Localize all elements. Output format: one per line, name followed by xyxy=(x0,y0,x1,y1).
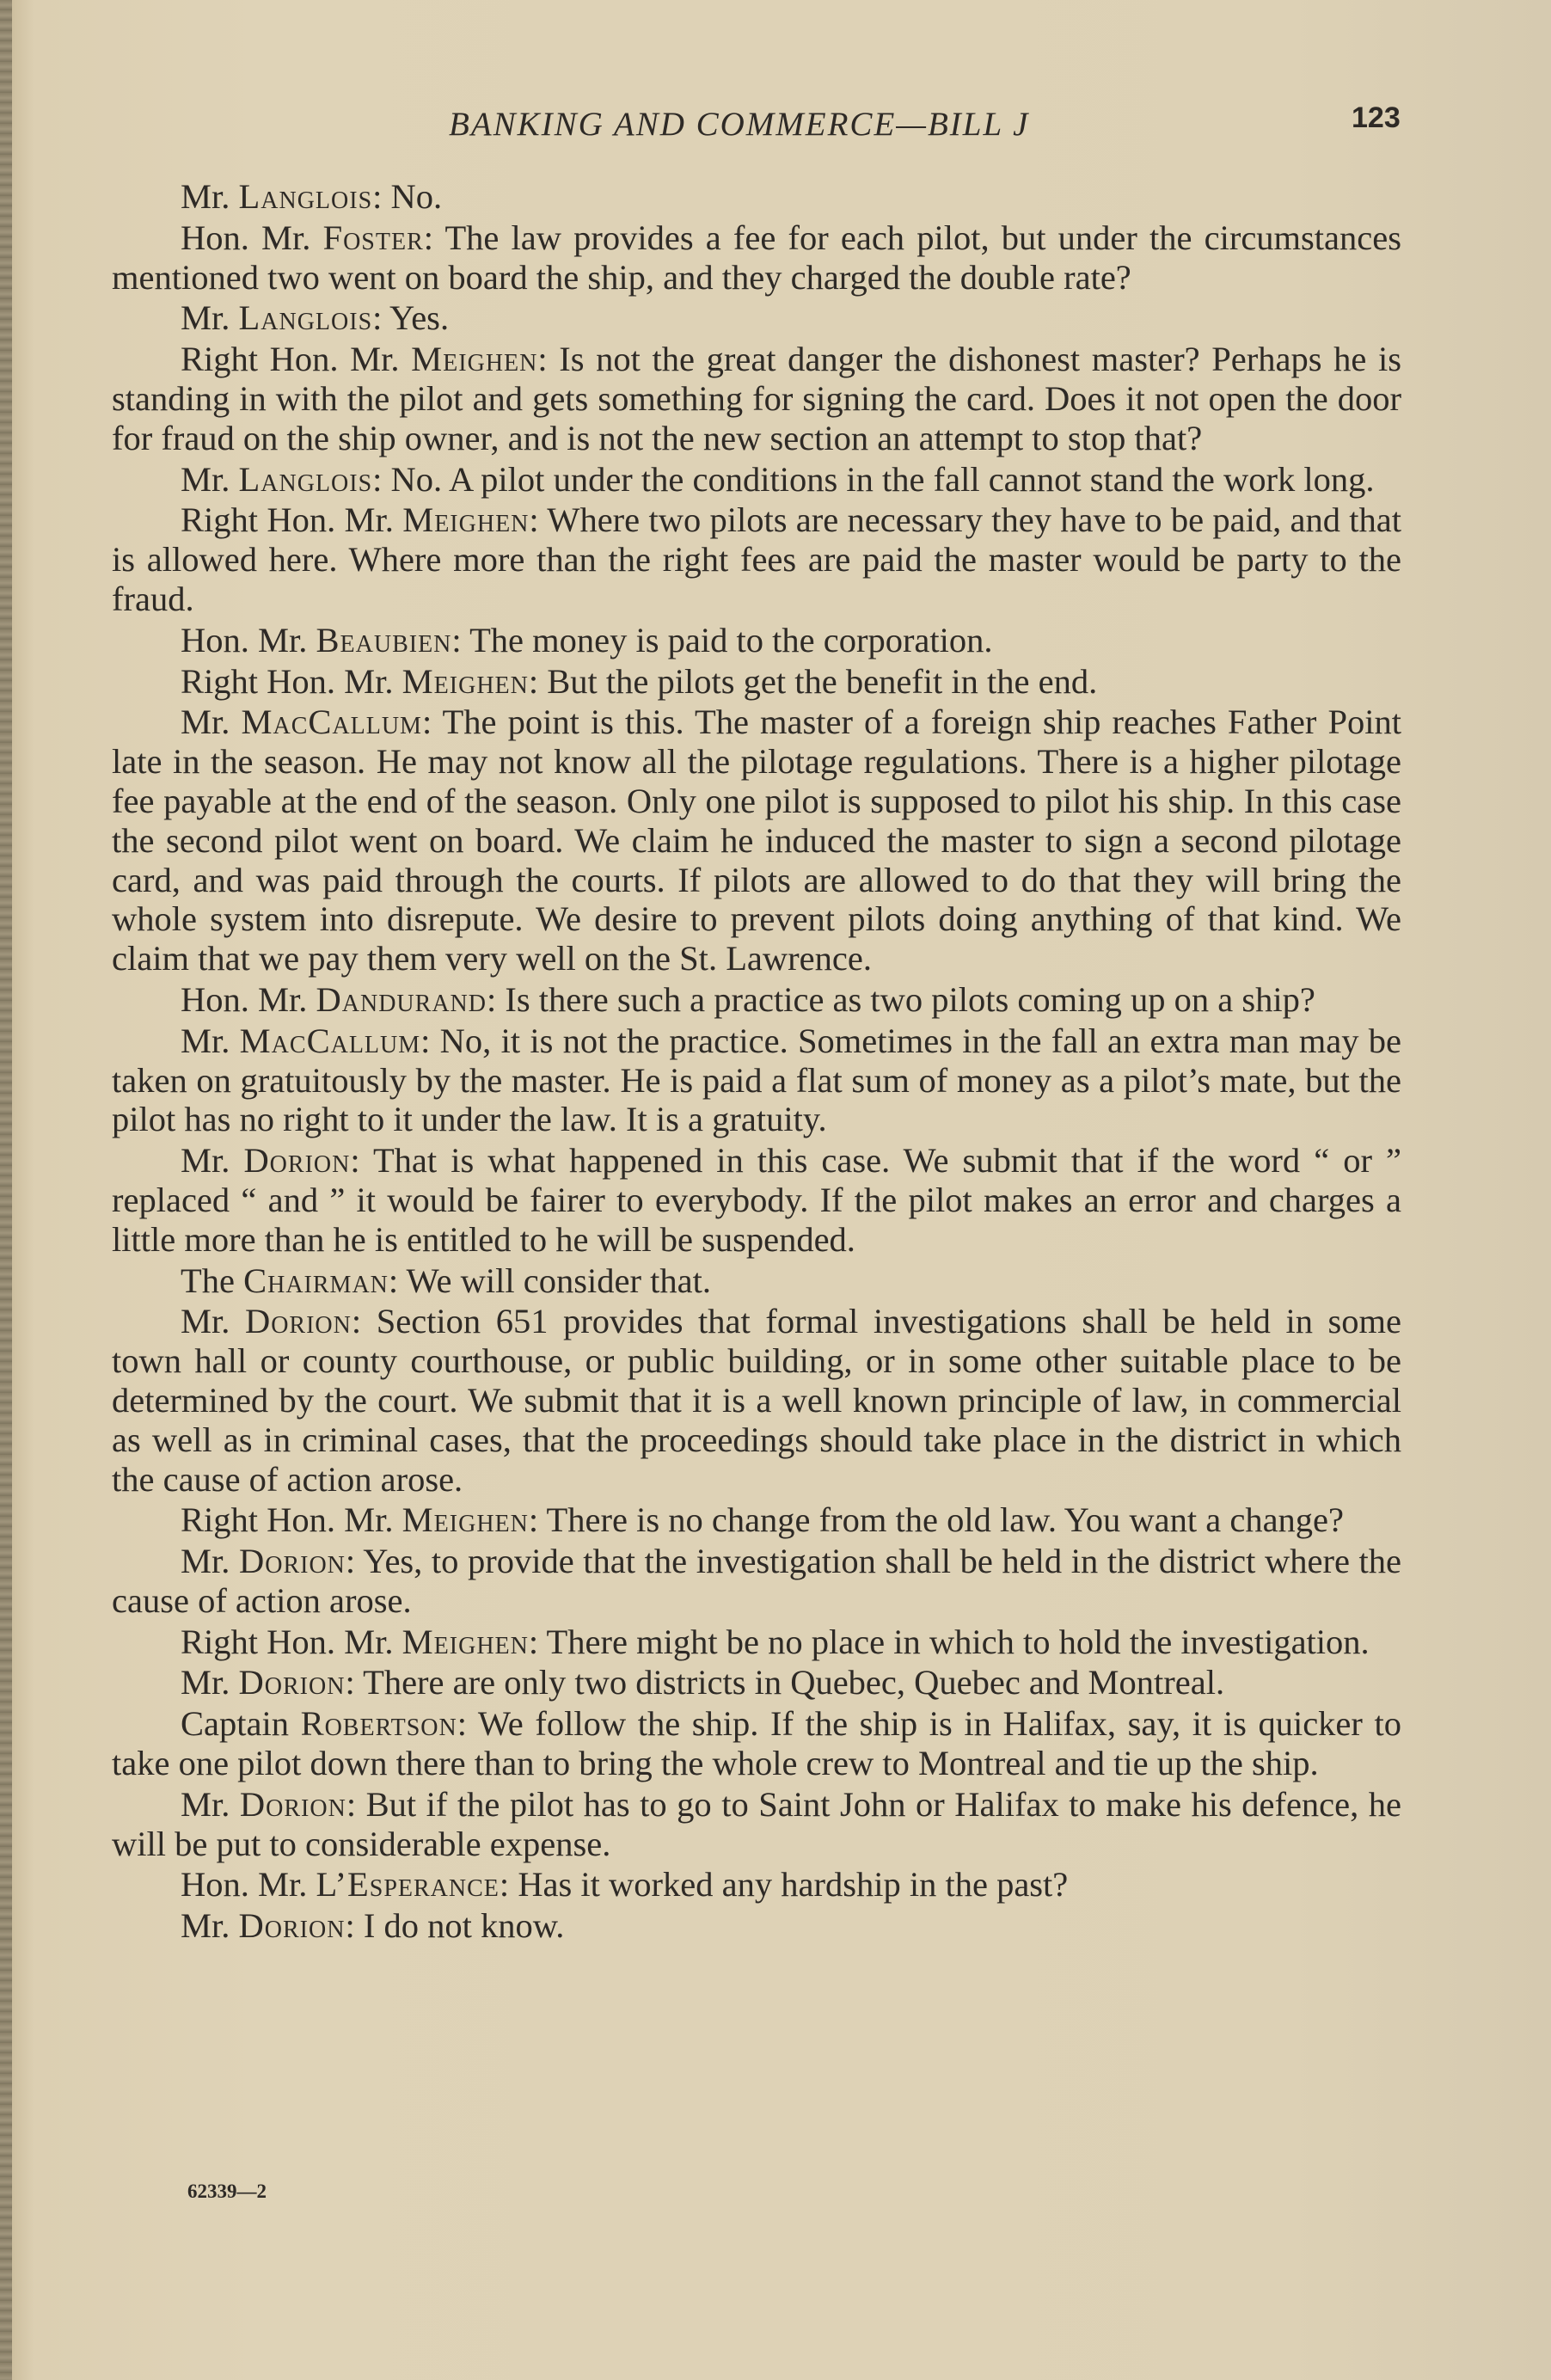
speaker-colon: : xyxy=(372,177,391,216)
speech-text: Yes. xyxy=(389,298,450,338)
speech-paragraph xyxy=(112,980,1401,1021)
speaker-colon: : xyxy=(372,459,391,499)
speaker-colon: : xyxy=(528,1500,547,1540)
speech-paragraph xyxy=(112,1906,1401,1948)
speaker-colon: : xyxy=(345,1663,364,1702)
speaker-name: Captain Robertson xyxy=(181,1704,457,1744)
speech-text: Section 651 provides that formal investigations shall be held in some town hall or county courthouse, or public building, or in some other suitable place to be determined by the court. We submit that it is a well known principle of law, in commercial as well as in criminal cases, that the proceedings should take place in the district in which the cause of action arose. xyxy=(112,1302,1402,1499)
speaker-name: Mr. MacCallum xyxy=(181,1021,421,1060)
speech-paragraph xyxy=(112,1865,1401,1906)
speech-paragraph xyxy=(112,1500,1401,1542)
speaker-colon: : xyxy=(346,1784,366,1824)
speaker-colon: : xyxy=(529,500,548,540)
speech-text: No, it is not the practice. Sometimes in the fall an extra man may be taken on gratuitously by the master. He is paid a flat sum of money as a pilot’s mate, but the pilot has no right to it under the law. It is a gratuity. xyxy=(112,1021,1401,1139)
speaker-colon: : xyxy=(351,1302,377,1341)
speaker-colon: : xyxy=(499,1865,518,1905)
speaker-name: Mr. Dorion xyxy=(181,1663,346,1702)
speaker-colon: : xyxy=(457,1704,478,1744)
speaker-colon: : xyxy=(451,620,470,659)
speech-paragraph xyxy=(112,1622,1401,1664)
speaker-name: Mr. Dorion xyxy=(181,1906,346,1946)
speech-text: But if the pilot has to go to Saint John or Halifax to make his defence, he will be put to considerable expense. xyxy=(112,1784,1401,1863)
speaker-colon: : xyxy=(528,661,548,701)
speaker-name: Mr. MacCallum xyxy=(181,702,422,742)
speech-text: That is what happened in this case. We submit that if the word “ or ” replaced “ and ” it would be fairer to everybody. If the pilot makes an error and charges a little more than he is entitled to he will be suspended. xyxy=(112,1141,1401,1259)
speaker-name: Hon. Mr. Beaubien xyxy=(181,620,452,659)
speech-text: But the pilots get the benefit in the end. xyxy=(547,661,1098,701)
speaker-name: Mr. Langlois xyxy=(181,298,373,338)
speech-paragraph xyxy=(112,340,1401,459)
speech-paragraph xyxy=(112,702,1401,980)
speaker-colon: : xyxy=(423,218,445,257)
page-header xyxy=(112,101,1401,153)
book-binding-edge xyxy=(0,0,12,2380)
speaker-colon: : xyxy=(528,1622,547,1661)
speaker-colon: : xyxy=(345,1906,364,1946)
speech-paragraph xyxy=(112,177,1401,218)
speaker-name: Hon. Mr. Foster xyxy=(181,218,424,257)
speech-paragraph xyxy=(112,218,1401,299)
speaker-name: Right Hon. Mr. Meighen xyxy=(181,1622,529,1661)
speaker-name: Right Hon. Mr. Meighen xyxy=(181,500,530,540)
speech-paragraph xyxy=(112,1785,1401,1866)
speech-text: Is there such a practice as two pilots coming up on a ship? xyxy=(505,979,1315,1019)
speech-paragraph xyxy=(112,1663,1401,1704)
speech-text: There are only two districts in Quebec, Quebec and Montreal. xyxy=(363,1663,1225,1702)
speaker-name: Right Hon. Mr. Meighen xyxy=(181,340,538,379)
speech-paragraph xyxy=(112,1542,1401,1622)
speaker-colon: : xyxy=(537,340,560,379)
speaker-colon: : xyxy=(372,298,390,338)
speech-text: There is no change from the old law. You want a change? xyxy=(546,1500,1344,1540)
speech-text: Is not the great danger the dishonest master? Perhaps he is standing in with the pilot and gets something for signing the card. Does it not open the door for fraud on the ship owner, and is not the new section an attempt to stop that? xyxy=(112,340,1401,457)
speaker-name: Right Hon. Mr. Meighen xyxy=(181,1500,529,1540)
page-number: 123 xyxy=(1352,101,1401,134)
speech-paragraph xyxy=(112,662,1401,703)
speech-paragraph xyxy=(112,500,1401,620)
speech-paragraph xyxy=(112,1021,1401,1141)
speech-paragraph xyxy=(112,460,1401,501)
speech-paragraph xyxy=(112,298,1401,340)
speech-text: Yes, to provide that the investigation shall be held in the district where the cause of action arose. xyxy=(112,1542,1401,1620)
speaker-colon: : xyxy=(345,1542,364,1581)
speaker-colon: : xyxy=(388,1261,407,1300)
running-title: BANKING AND COMMERCE—BILL J xyxy=(449,106,1030,143)
speech-paragraph xyxy=(112,1261,1401,1303)
speaker-name: Hon. Mr. L’Esperance xyxy=(181,1865,500,1905)
speech-text: We will consider that. xyxy=(406,1261,711,1300)
speech-text: No. A pilot under the conditions in the fall cannot stand the work long. xyxy=(390,459,1375,499)
speech-text: Where two pilots are necessary they have to be paid, and that is allowed here. Where more than the right fees are paid the master would be party to the fraud. xyxy=(112,500,1402,618)
signature-mark: 62339—2 xyxy=(187,2181,267,2202)
speech-text: The point is this. The master of a foreign ship reaches Father Point late in the season. He may not know all the pilotage regulations. There is a higher pilotage fee payable at the end of the season. Only one pilot is supposed to pilot his ship. In this case the second pilot went on board. We claim he induced the master to sign a second pilotage card, and was paid through the courts. If pilots are allowed to do that they will bring the whole system into disrepute. We desire to prevent pilots doing anything of that kind. We claim that we pay them very well on the St. Lawrence. xyxy=(112,702,1401,978)
speaker-name: Mr. Langlois xyxy=(181,459,373,499)
speaker-name: The Chairman xyxy=(181,1261,389,1300)
speaker-name: Mr. Dorion xyxy=(181,1542,346,1581)
speaker-colon: : xyxy=(486,979,506,1019)
speaker-name: Mr. Dorion xyxy=(181,1302,352,1341)
speech-text: No. xyxy=(390,177,443,216)
speaker-name: Mr. Langlois xyxy=(181,177,373,216)
speech-paragraph xyxy=(112,1141,1401,1261)
speech-paragraph xyxy=(112,1302,1401,1500)
speaker-colon: : xyxy=(420,1021,440,1060)
speaker-name: Right Hon. Mr. Meighen xyxy=(181,661,529,701)
speech-text: I do not know. xyxy=(363,1906,565,1946)
speaker-name: Mr. Dorion xyxy=(181,1784,346,1824)
speaker-colon: : xyxy=(350,1141,373,1181)
speech-paragraph xyxy=(112,1704,1401,1785)
speech-text: There might be no place in which to hold the investigation. xyxy=(546,1622,1370,1661)
speech-text: The money is paid to the corporation. xyxy=(469,620,993,659)
speaker-name: Hon. Mr. Dandurand xyxy=(181,979,487,1019)
speech-text: The law provides a fee for each pilot, but under the circumstances mentioned two went on board the ship, and they charged the double rate? xyxy=(112,218,1401,297)
speaker-name: Mr. Dorion xyxy=(181,1141,351,1181)
speech-paragraph xyxy=(112,621,1401,662)
transcript-body xyxy=(112,177,1401,1948)
speaker-colon: : xyxy=(421,702,443,742)
speech-text: Has it worked any hardship in the past? xyxy=(518,1865,1069,1905)
speech-text: We follow the ship. If the ship is in Halifax, say, it is quicker to take one pilot down there than to bring the whole crew to Montreal and tie up the ship. xyxy=(112,1704,1401,1783)
